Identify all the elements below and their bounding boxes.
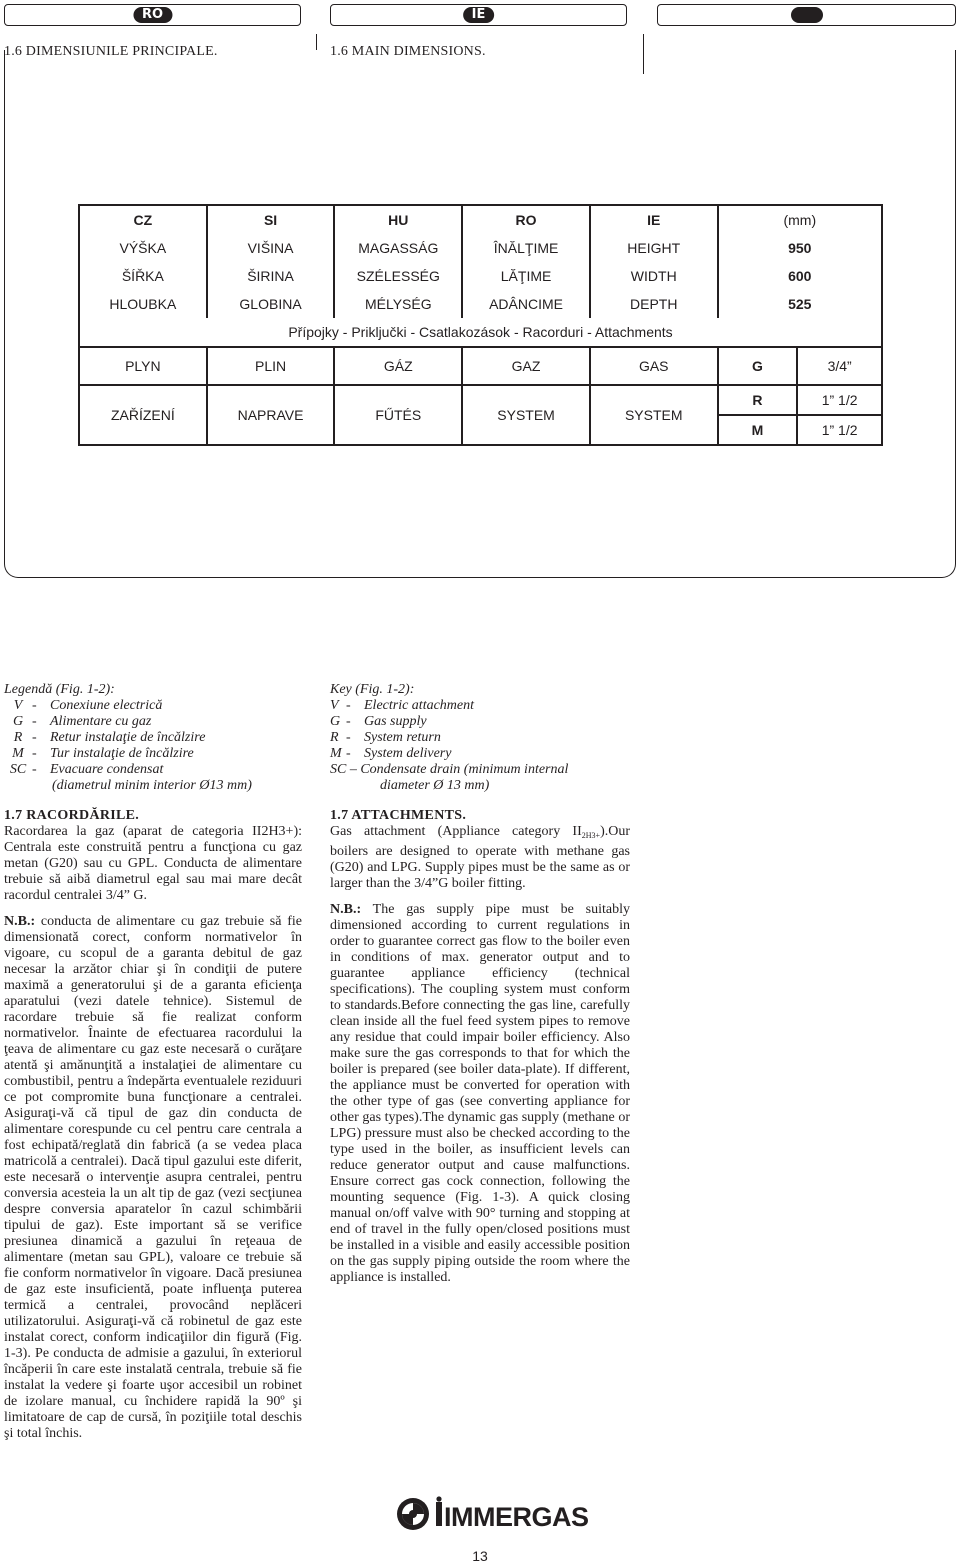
lang-tab-ie	[330, 4, 627, 26]
section-title: 1.7 RACORDĂRILE.	[4, 808, 140, 823]
immergas-logo	[396, 1496, 589, 1532]
legend-item: M - System delivery	[330, 746, 452, 761]
table-cell: MAGASSÁG	[334, 234, 462, 262]
table-cell: GLOBINA	[207, 290, 335, 318]
legend-item: SC - Evacuare condensat	[9, 762, 164, 777]
table-cell: VÝŠKA	[79, 234, 207, 262]
table-cell: ZAŘÍZENÍ	[79, 385, 207, 445]
legend-item: R - System return	[330, 730, 441, 745]
dimensions-table	[78, 204, 883, 446]
table-row	[79, 290, 882, 318]
column-divider	[316, 34, 317, 50]
table-header-cell: SI	[207, 205, 335, 234]
legend-item: R - Retur instalaţie de încălzire	[13, 730, 206, 745]
table-cell: SYSTEM	[590, 385, 718, 445]
table-cell: WIDTH	[590, 262, 718, 290]
table-cell: 1” 1/2	[797, 385, 882, 415]
table-cell: FŰTÉS	[334, 385, 462, 445]
table-cell: VIŠINA	[207, 234, 335, 262]
paragraph: Gas attachment (Appliance category $II_{2H3+}).Our$ boilers are designed to operate with methane gas (G20) and LPG. Supply pipes must be the same as or larger than the 3/4”G boiler fitting.	[330, 824, 630, 891]
table-cell: R	[718, 385, 798, 415]
column-ro	[4, 682, 302, 1442]
legend-item: V - Electric attachment	[330, 698, 475, 713]
table-header-cell: CZ	[79, 205, 207, 234]
table-row	[79, 347, 882, 385]
table-row	[79, 234, 882, 262]
table-cell: SZÉLESSÉG	[334, 262, 462, 290]
table-cell: ŠÍŘKA	[79, 262, 207, 290]
legend-item: SC – Condensate drain (minimum internal	[330, 762, 569, 777]
legend-item: M - Tur instalaţie de încălzire	[12, 746, 194, 761]
table-header-cell: HU	[334, 205, 462, 234]
lang-badge-ie: IE	[463, 7, 495, 23]
lang-tab-ro	[4, 4, 301, 26]
table-cell: ÎNĂLŢIME	[462, 234, 590, 262]
heading-ro: 1.6 DIMENSIUNILE PRINCIPALE.	[4, 44, 218, 59]
table-cell: G	[718, 347, 798, 385]
table-cell: GAZ	[462, 347, 590, 385]
legend-item: V - Conexiune electrică	[13, 698, 163, 713]
table-cell: 950	[718, 234, 882, 262]
table-header-row	[79, 205, 882, 234]
table-cell: 3/4”	[797, 347, 882, 385]
paragraph: N.B.: The gas supply pipe must be suitably dimensioned according to current regulations in order to guarantee correct gas flow to the boiler even in conditions of max. generator output and to guarantee appliance efficiency (technical specifications). The coupling system must conform to standards.Before connecting the gas line, carefully clean inside all the fuel feed system pipes to remove any residue that could impair boiler efficiency. Also make sure the gas corresponds to that for which the boiler is prepared (see boiler data-plate). If different, the appliance must be converted for operation with the other type of gas (see converting appliance for other gas types).The dynamic gas supply (methane or LPG) pressure must also be checked according to the type used in the boiler, as insufficient levels can reduce generator output and cause malfunctions. Ensure correct gas cock connection, following the mounting sequence (Fig. 1-3). A quick closing manual on/off valve with 90° turning and stopping at end of travel in the fully open/closed positions must be installed in a visible and easily accessible position on the gas supply piping outside the room where the appliance is installed.	[330, 902, 630, 1285]
paragraph: Racordarea la gaz (aparat de categoria II2H3+): Centrala este construită pentru a funcţiona cu gaz metan (G20) sau cu GPL. Conducta de alimentare trebuie să aibă diametrul egal sau mai mare decât racordul centralei 3/4” G.	[4, 824, 302, 903]
table-header-cell: RO	[462, 205, 590, 234]
table-cell: 525	[718, 290, 882, 318]
nb-label: N.B.:	[330, 902, 362, 917]
table-cell: MÉLYSÉG	[334, 290, 462, 318]
table-cell: SYSTEM	[462, 385, 590, 445]
legend-title: Legendă (Fig. 1-2):	[4, 682, 115, 697]
table-cell: ŠIRINA	[207, 262, 335, 290]
table-cell: GÁZ	[334, 347, 462, 385]
table-cell: 1” 1/2	[797, 415, 882, 445]
table-cell: HEIGHT	[590, 234, 718, 262]
table-cell: 600	[718, 262, 882, 290]
page-number: 13	[472, 1548, 488, 1564]
lang-tab-blank	[657, 4, 956, 26]
table-cell: HLOUBKA	[79, 290, 207, 318]
table-cell: PLYN	[79, 347, 207, 385]
heading-ie: 1.6 MAIN DIMENSIONS.	[330, 44, 486, 59]
table-cell: DEPTH	[590, 290, 718, 318]
table-cell: M	[718, 415, 798, 445]
lang-badge-blank	[791, 7, 823, 23]
brand-wordmark: IMMERGAS	[444, 1502, 589, 1532]
section-title: 1.7 ATTACHMENTS.	[330, 808, 467, 823]
table-header-cell: (mm)	[718, 205, 882, 234]
table-row	[79, 385, 882, 415]
legend-note: (diametrul minim interior Ø13 mm)	[52, 778, 252, 793]
legend-title: Key (Fig. 1-2):	[330, 682, 415, 697]
table-row	[79, 318, 882, 347]
lang-badge-ro: RO	[133, 7, 172, 23]
legend-item: G - Alimentare cu gaz	[12, 714, 152, 729]
table-row	[79, 262, 882, 290]
nb-label: N.B.:	[4, 914, 36, 929]
table-cell: GAS	[590, 347, 718, 385]
table-cell: ADÂNCIME	[462, 290, 590, 318]
attachments-title: Přípojky - Priključki - Csatlakozások - Racorduri - Attachments	[79, 318, 882, 347]
table-cell: PLIN	[207, 347, 335, 385]
table-header-cell: IE	[590, 205, 718, 234]
table-cell: NAPRAVE	[207, 385, 335, 445]
column-ie	[330, 682, 630, 1286]
legend-note: diameter Ø 13 mm)	[380, 778, 490, 793]
table-cell: LĂŢIME	[462, 262, 590, 290]
paragraph: N.B.: conducta de alimentare cu gaz trebuie să fie dimensionată corect, conform normativelor în vigoare, cu scopul de a garanta debitul de gaz necesar la arzător chiar şi în condiţii de putere maximă a generatorului şi de a garanta eficienţa aparatului (vezi datele tehnice). Sistemul de racordare trebuie să fie realizat conform normativelor. Înainte de efectuarea racordului la ţeava de alimentare cu gaz este necesară o curăţare atentă şi amănunţită a instalaţiei de alimentare cu combustibil, pentru a îndepărta eventualele reziduuri ce pot compromite buna funcţionare a centralei. Asiguraţi-vă că tipul de gaz din conducta de alimentare corespunde cu cel pentru care centrala a fost echipată/reglată din fabrică (a se vedea placa matricolă a centralei). Dacă tipul gazului este diferit, este necesară o intervenţie asupra centralei, pentru conversia acesteia la un alt tip de gaz (vezi secţiunea despre conversia aparatelor în cazul schimbării tipului de gaz). Este important să se verifice presiunea dinamică a gazului în reţeaua de alimentare (metan sau GPL), valoare ce trebuie să fie conform normativelor în vigoare. Dacă presiunea de gaz este insuficientă, poate influenţa puterea termică a centralei, provocând neplăceri utilizatorului. Asiguraţi-vă că robinetul de gaz este instalat corect, conform indicaţiilor din figură (Fig. 1-3). Pe conducta de admisie a gazului, în exteriorul încăperii în care este instalată centrala, trebuie să fie instalat la vedere şi foarte uşor accesibil un robinet de izolare manual, cu închidere rapidă la 90º şi limitatoare de cap de cursă, în poziţiile total deschis şi total închis.	[4, 914, 302, 1441]
legend-item: G - Gas supply	[330, 714, 427, 729]
